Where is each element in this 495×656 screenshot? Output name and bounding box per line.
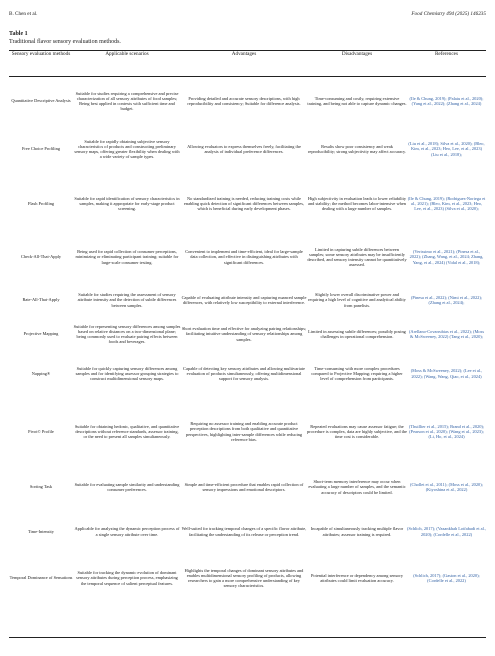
row-method: Napping® — [31, 370, 51, 376]
row-method: Sorting Task — [29, 484, 53, 490]
row-disadvantages: Results show poor consistency and weak reproducibility; strong subjectivity may affect accuracy. — [307, 143, 407, 154]
bottom-rule — [9, 637, 486, 638]
table-title: Traditional flavor sensory evaluation methods. — [9, 39, 121, 45]
table-row — [9, 123, 486, 175]
row-advantages: Well-suited for tracking temporal changes of a specific flavor attribute, facilitating the understanding of its release or perception trend. — [181, 526, 307, 537]
row-advantages: Capable of evaluating attribute intensity and capturing nuanced sample differences, with relatively low susceptibility to external interference. — [181, 294, 307, 305]
row-references[interactable]: (Ile & Chung, 2019); (Rodrigues-Noriega et al., 2021); (Bleo, Kim, et al., 2023; Heo, Lee, et al., 2023) (Silva et al., 2020); — [407, 195, 486, 212]
row-disadvantages: High subjectivity in evaluation leads to lower reliability and stability; the method becomes labor-intensive when dealing with a large number of samples. — [307, 195, 407, 212]
row-method: Flash Profiling — [27, 200, 55, 206]
row-scenario: Suitable for representing sensory differences among samples based on relative distances on a two-dimensional plane; being commonly used to evaluate pairing effects between foods and beverages. — [73, 323, 181, 345]
row-method: Rate-All-That-Apply — [22, 297, 60, 303]
row-advantages: Requiring no assessor training and enabling accurate product perception descriptions from both qualitative and quantitative perspectives, highlighting inter-sample differences while reducing reference bias. — [185, 421, 303, 442]
row-references[interactable]: (Schlich, 2017); (Vazankhah Lotfabadi et al., 2020); (Cordelle et al., 2022) — [407, 526, 487, 537]
row-scenario: Suitable for evaluating sample similarity and understanding consumer preferences. — [74, 481, 180, 492]
row-disadvantages: Incapable of simultaneously tracking multiple flavor attributes; assessor training is required. — [310, 526, 404, 537]
row-references[interactable]: (Moss & McSweeney, 2022); (Lee et al., 2022); (Wang, Wang, Qiao, et al., 2024) — [410, 368, 483, 379]
table-row — [9, 318, 486, 350]
row-disadvantages: Limited in assessing subtle differences; possibly posing challenges in operational comprehension. — [308, 328, 406, 339]
row-method: Pivot© Profile — [28, 428, 54, 434]
row-advantages: Providing detailed and accurate sensory descriptions, with high reproducibility and consistency; Suitable for difference analysis. — [187, 95, 301, 106]
table-row — [9, 397, 486, 466]
row-method: Projective Mapping — [23, 331, 59, 337]
row-advantages: Convenient to implement and time-efficient, ideal for large-sample data collection, and effective in distinguishing attributes with significant differences. — [185, 249, 303, 265]
row-disadvantages: Repeated evaluations may cause assessor fatigue; the procedure is complex, data are highly subjective, and the time cost is considerable. — [307, 423, 407, 440]
column-header-references: References — [434, 51, 459, 57]
row-scenario: Suitable for tracking the dynamic evolution of dominant sensory attributes during perception process, emphasizing the temporal sequence of salient perceptual features. — [76, 570, 178, 586]
row-method: Quantitative Descriptive Analysis — [11, 98, 71, 104]
row-scenario: Being used for rapid collection of consumer perceptions, minimizing or eliminating participant training; suitable for large-scale consumer testing. — [75, 249, 179, 265]
column-header-scenario: Applicable scenarios — [105, 51, 149, 57]
table-row — [9, 350, 486, 397]
row-references[interactable]: (Pinesa et al., 2022); (Nimi et al., 2022); (Zhang et al., 2024); — [410, 294, 483, 305]
row-references[interactable]: (Liu et al., 2018); Silva et al., 2020); (Bleo, Kim, et al., 2023; Heo, Lee, et al., 2023) (Liu et al., 2018); — [408, 141, 485, 157]
row-disadvantages: Limited in capturing subtle differences between samples; some sensory attributes may be insufficiently described, and sensory intensity cannot be quantitatively assessed. — [307, 246, 407, 268]
running-head — [9, 11, 486, 17]
journal-citation: Food Chemistry 494 (2025) 146235 — [411, 11, 486, 17]
row-advantages: Allowing evaluators to express themselves freely, facilitating the analysis of individual preference differences. — [187, 143, 301, 154]
row-advantages: Highlights the temporal changes of dominant sensory attributes and enables multidimensional sensory profiling of products, allowing researchers to gain a more comprehensive understanding of key sensory characteristics. — [184, 567, 304, 589]
row-scenario: Applicable for analyzing the dynamic perception process of a single sensory attribute over time. — [74, 526, 180, 537]
table-row — [9, 175, 486, 232]
row-references[interactable]: (Schlich, 2017); (Gaston et al., 2020); (Cordelle et al., 2022) — [413, 572, 480, 583]
row-disadvantages: Short-term memory interference may occur when evaluating a large number of samples, and the semantic accuracy of descriptors could be limited. — [308, 479, 406, 495]
row-disadvantages: Potential interference or dependency among sensory attributes could limit evaluation accuracy. — [310, 572, 404, 583]
row-scenario: Suitable for rapidly obtaining subjective sensory characteristics of products and constructing preliminary sensory maps, offering greater flexibility when dealing with a wide variety of sample types. — [74, 138, 180, 160]
column-header-disadvantages: Disadvantages — [341, 51, 373, 57]
table-row — [9, 282, 486, 318]
row-scenario: Suitable for rapid identification of sensory characteristics in samples, making it appropriate for early-stage product screening. — [74, 195, 180, 212]
row-method: Temporal Dominance of Sensations — [9, 575, 73, 581]
row-references[interactable]: (Ile & Chung, 2019); (Palaiu et al., 2020); (Yang et al., 2022); (Zhang et al., 2024) — [409, 95, 484, 106]
table-row — [9, 508, 486, 555]
table-row — [9, 232, 486, 282]
row-scenario: Suitable for studies requiring a comprehensive and precise characterization of all sensory attributes of food samples; Being best applied in contexts with sufficient time and budget. — [75, 90, 179, 112]
row-disadvantages: Slightly lower overall discriminative power and requiring a high level of cognitive and analytical ability from panelists. — [308, 292, 406, 308]
row-advantages: Capable of detecting key sensory attributes and allowing multivariate evaluation of products simultaneously, offering multidimensional support for sensory analysis. — [183, 365, 305, 382]
column-header-method: Sensory evaluation methods — [11, 51, 71, 57]
row-advantages: Simple and time-efficient procedure that enables rapid collection of sensory impressions and emotional descriptors. — [184, 481, 304, 492]
row-disadvantages: Time-consuming with more complex procedures compared to Projective Mapping; requiring a higher level of comprehension from participants. — [311, 365, 403, 382]
row-scenario: Suitable for obtaining hedonic, qualitative, and quantitative descriptions without reference standards, assessor training, or the need to present all samples simultaneously. — [74, 423, 180, 440]
column-header-advantages: Advantages — [231, 51, 257, 57]
row-references[interactable]: (Verissimo et al., 2021); (Pinesa et al., 2022); (Zhang, Wang, et al., 2024; Zhang, Yang, et al., 2024) (Vidal et al., 2018); — [409, 249, 484, 265]
row-scenario: Suitable for studies requiring the assessment of sensory attribute intensity and the detection of subtle differences between samples. — [77, 292, 177, 308]
table-caption — [9, 30, 121, 46]
row-advantages: No standardized training is needed, reducing training costs while enabling quick detection of significant differences between samples, which is beneficial during early development phases. — [183, 195, 305, 212]
row-method: Check-All-That-Apply — [20, 254, 62, 260]
row-scenario: Suitable for quickly capturing sensory differences among samples and for identifying assessor grouping strategies to construct multidimensional sensory maps. — [75, 365, 179, 382]
table-row — [9, 79, 486, 123]
row-advantages: Short evaluation time and effective for analyzing pairing relationships; facilitating intuitive understanding of sensory relationships among samples. — [181, 326, 307, 342]
table-row — [9, 466, 486, 508]
table-header-row — [9, 51, 486, 75]
row-references[interactable]: (Thuillier et al., 2015); Brand et al., 2020); (Pearson et al., 2020); (Wang et al., 2023); (Li, Ho, et al., 2024) — [408, 423, 485, 440]
row-method: Free Choice Profiling — [21, 146, 61, 152]
row-references[interactable]: (Chollet et al., 2011); (Moss et al., 2020); (Kiyoshina et al., 2022) — [410, 481, 483, 492]
row-disadvantages: Time-consuming and costly, requiring extensive training, and being not able to capture dynamic changes. — [307, 95, 407, 106]
header-rule — [9, 76, 486, 77]
table-label: Table 1 — [9, 31, 28, 37]
row-method: Time-Intensity — [28, 528, 54, 534]
table-row — [9, 555, 486, 601]
row-references[interactable]: (Arellano-Covarrubias et al., 2022); (Moss & McSweeney, 2022) (Tang et al., 2020); — [408, 328, 485, 339]
author-line: B. Chen et al. — [9, 11, 38, 17]
